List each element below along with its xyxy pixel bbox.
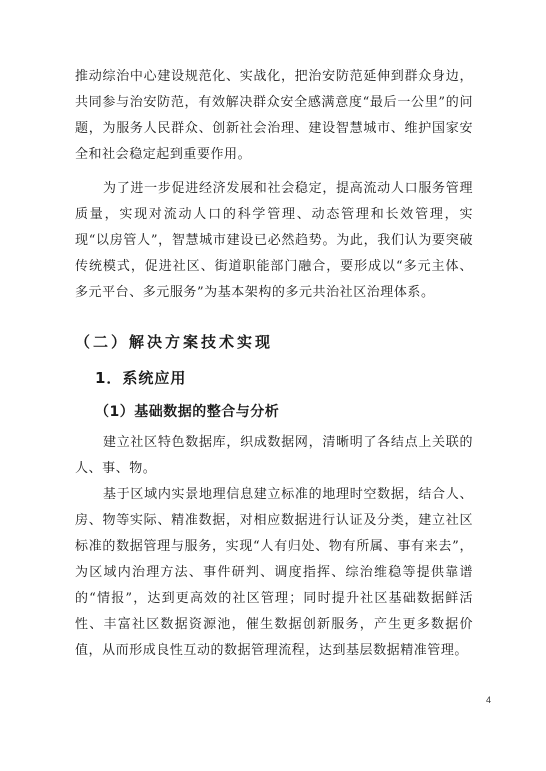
subsubsection-heading-data-integration: （1）基础数据的整合与分析 [95,404,280,420]
paragraph-economic-development: 为了进一步促进经济发展和社会稳定，提高流动人口服务管理质量，实现对流动人口的科学管理、动态管理和长效管理，实现“以房管人”，智慧城市建设已必然趋势。为此，我们认为要突破传统模式，促进社区、街道职能部门融合，要形成以“多元主体、多元平台、多元服务”为基本架构的多元共治社区治理体系。 [75,181,473,300]
paragraph-intro-continued: 推动综治中心建设规范化、实战化，把治安防范延伸到群众身边，共同参与治安防范，有效解决群众安全感满意度“最后一公里”的问题，为服务人民群众、创新社会治理、建设智慧城市、维护国家安全和社会稳定起到重要作用。 [75,69,473,162]
page-number: 4 [485,695,491,705]
paragraph-community-database: 建立社区特色数据库，织成数据网，清晰明了各结点上关联的人、事、物。 [75,435,473,476]
paragraph-geographic-data: 基于区域内实景地理信息建立标准的地理时空数据，结合人、房、物等实际、精准数据，对相应数据进行认证及分类，建立社区标准的数据管理与服务，实现“人有归处、物有所属、事有来去”，为区域内治理方法、事件研判、调度指挥、综治维稳等提供靠谱的“情报”，达到更高效的社区管理；同时提升社区基础数据鲜活性、丰富社区数据资源池，催生数据创新服务，产生更多数据价值，从而形成良性互动的数据管理流程，达到基层数据精准管理。 [75,487,473,658]
section-heading-solution-implementation: （二）解决方案技术实现 [75,333,274,351]
subsection-heading-system-application: 1．系统应用 [95,369,187,387]
